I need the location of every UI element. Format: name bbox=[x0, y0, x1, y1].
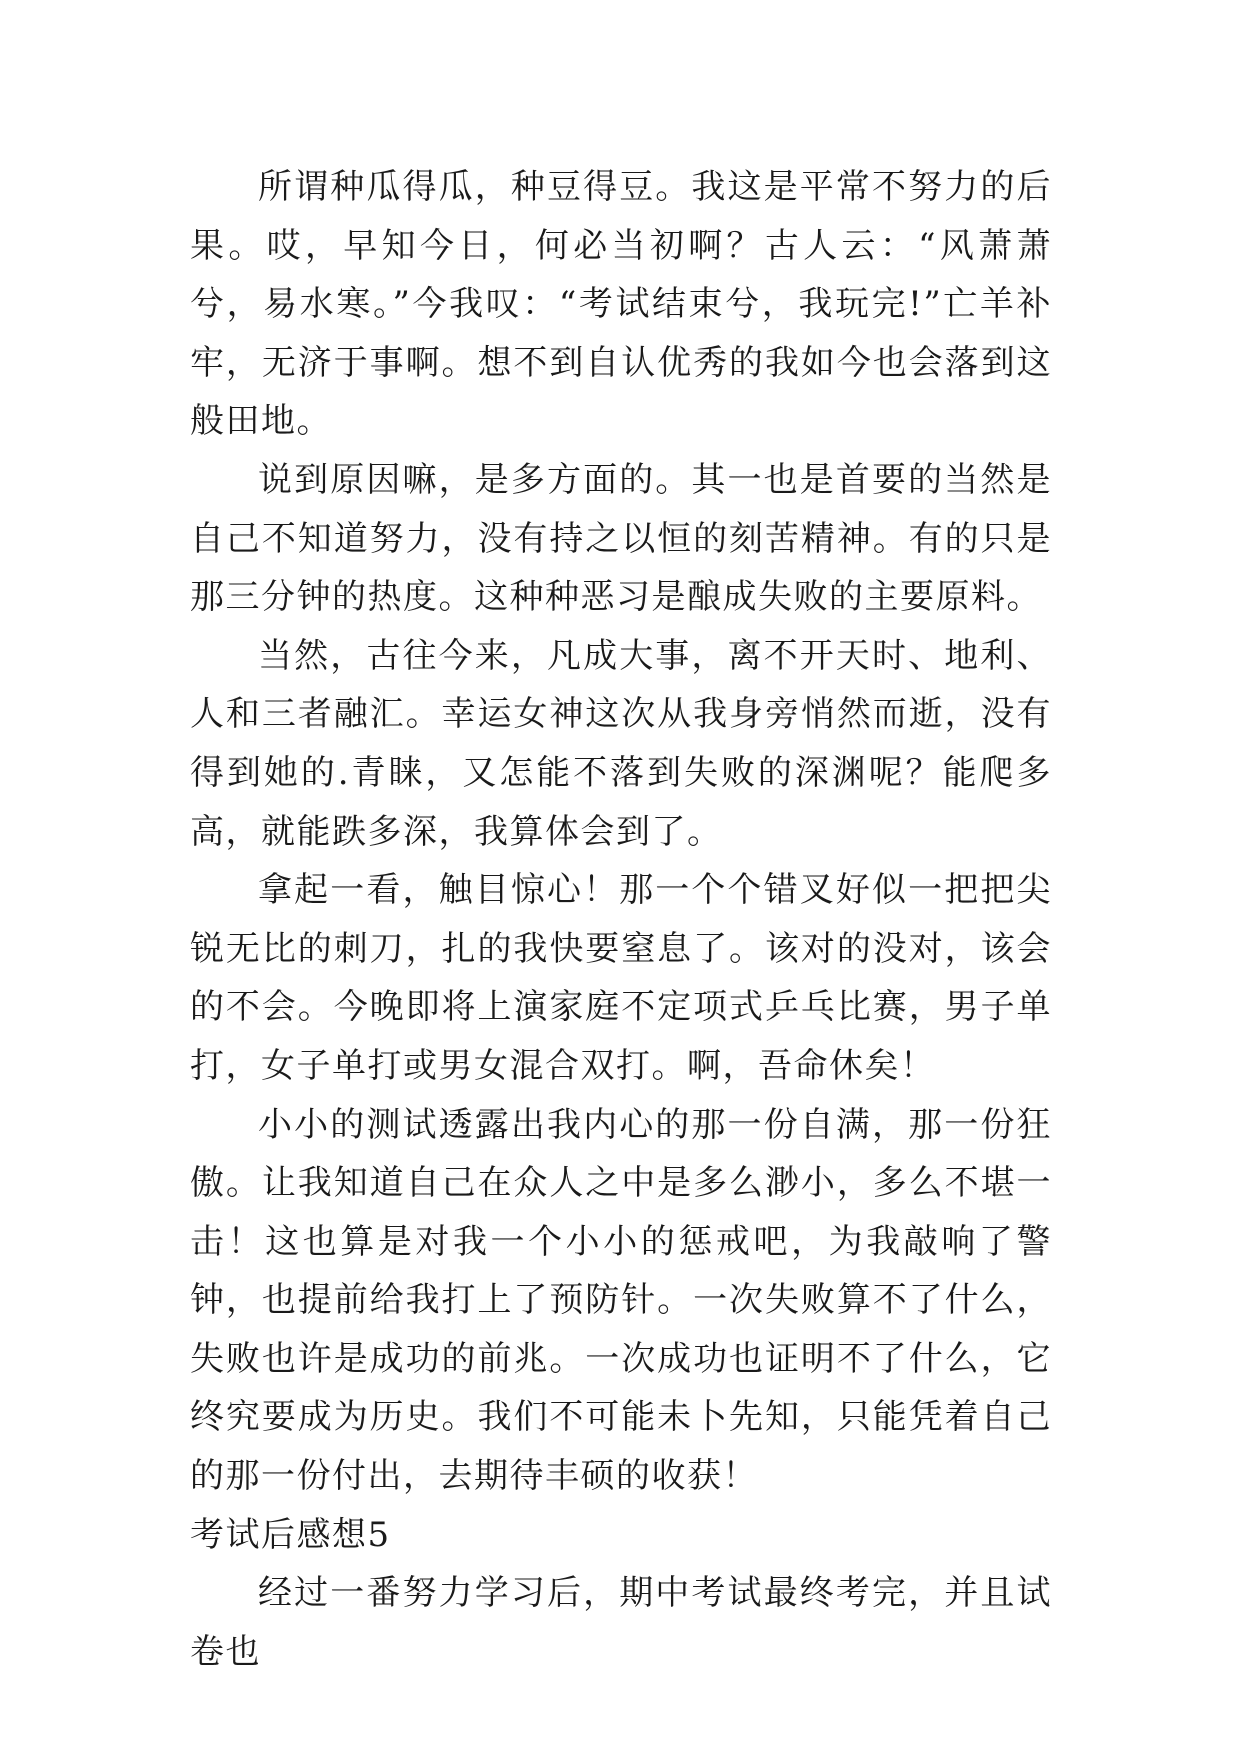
paragraph-2: 说到原因嘛，是多方面的。其一也是首要的当然是自己不知道努力，没有持之以恒的刻苦精神。有的只是那三分钟的热度。这种种恶习是酿成失败的主要原料。 bbox=[190, 459, 1052, 618]
section-heading: 考试后感想5 bbox=[190, 1514, 391, 1555]
paragraph-1: 所谓种瓜得瓜，种豆得豆。我这是平常不努力的后果。哎，早知今日，何必当初啊？古人云：“风萧萧兮，易水寒。”今我叹：“考试结束兮，我玩完!”亡羊补牢，无济于事啊。想不到自认优秀的我如今也会落到这般田地。 bbox=[190, 167, 1052, 442]
paragraph-3: 当然，古往今来，凡成大事，离不开天时、地利、人和三者融汇。幸运女神这次从我身旁悄然而逝，没有得到她的.青睐，又怎能不落到失败的深渊呢？能爬多高，就能跌多深，我算体会到了。 bbox=[190, 635, 1052, 852]
paragraph-6: 经过一番努力学习后，期中考试最终考完，并且试卷也 bbox=[190, 1573, 1052, 1672]
paragraph-5: 小小的测试透露出我内心的那一份自满，那一份狂傲。让我知道自己在众人之中是多么渺小，多么不堪一击！这也算是对我一个小小的惩戒吧，为我敲响了警钟，也提前给我打上了预防针。一次失败算不了什么，失败也许是成功的前兆。一次成功也证明不了什么，它终究要成为历史。我们不可能未卜先知，只能凭着自己的那一份付出，去期待丰硕的收获！ bbox=[190, 1104, 1052, 1497]
paragraph-4: 拿起一看，触目惊心！那一个个错叉好似一把把尖锐无比的刺刀，扎的我快要窒息了。该对的没对，该会的不会。今晚即将上演家庭不定项式乒乓比赛，男子单打，女子单打或男女混合双打。啊，吾命休矣！ bbox=[190, 870, 1052, 1086]
document-body bbox=[190, 158, 1052, 1681]
